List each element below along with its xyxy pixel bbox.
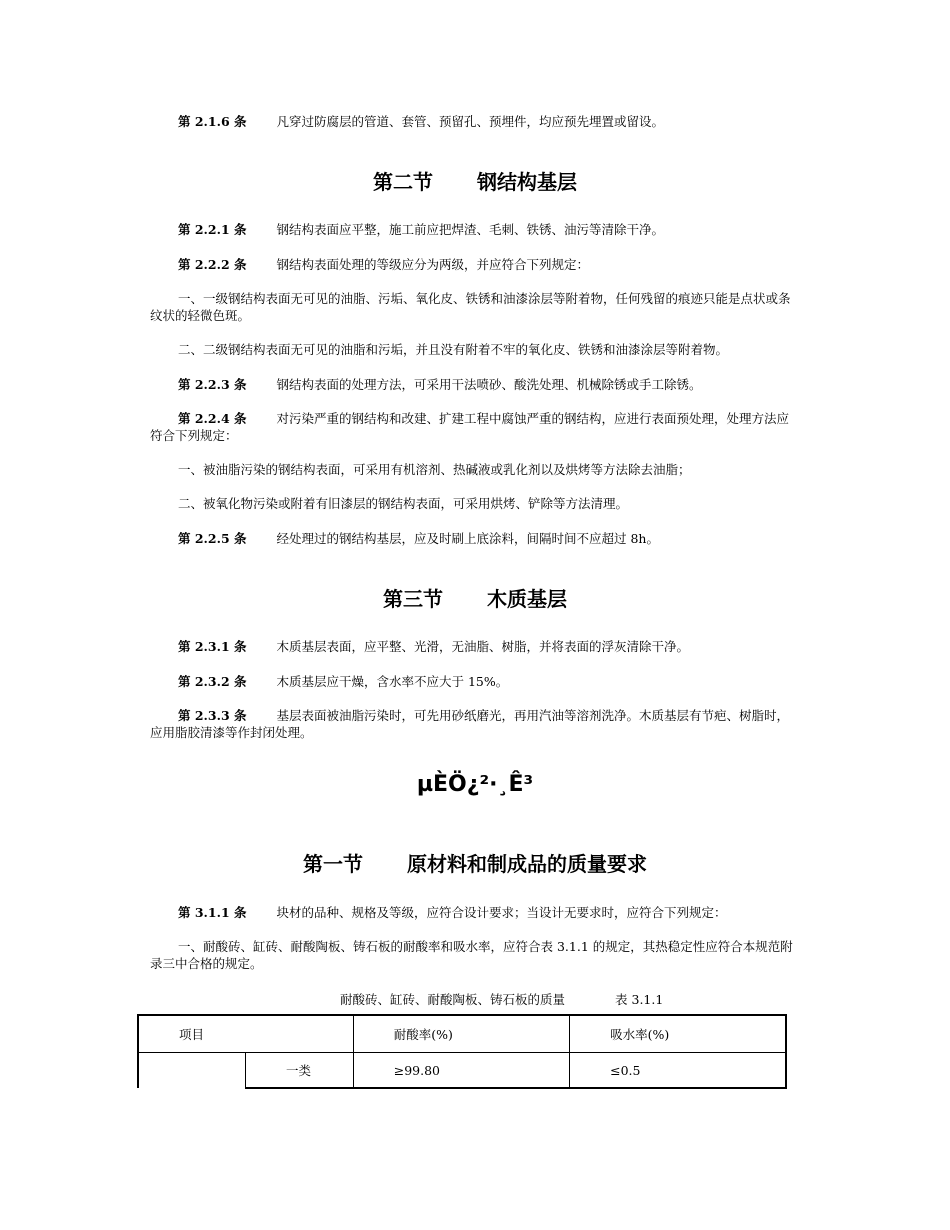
table-header-cell: 项目 — [138, 1015, 353, 1053]
clause-2-3-1 — [150, 638, 800, 655]
section-label: 第一节 — [303, 852, 363, 876]
clause-2-2-1 — [150, 221, 800, 238]
clause-item: 一、被油脂污染的钢结构表面，可采用有机溶剂、热碱液或乳化剂以及烘烤等方法除去油脂； — [178, 462, 691, 477]
quality-table — [137, 1014, 787, 1089]
clause-number: 第 2.2.3 条 — [178, 377, 247, 392]
clause-number: 第 3.1.1 条 — [178, 905, 247, 920]
section-heading-2-2 — [0, 166, 950, 195]
table-row — [138, 1053, 786, 1089]
clause-2-3-3 — [150, 707, 800, 741]
table-cell: ≥99.80 — [353, 1053, 569, 1089]
clause-2-2-4 — [150, 410, 800, 444]
section-title: 钢结构基层 — [477, 170, 577, 194]
clause-2-2-3 — [150, 376, 800, 393]
clause-number: 第 2.2.2 条 — [178, 257, 247, 272]
clause-item: 一、耐酸砖、缸砖、耐酸陶板、铸石板的耐酸率和吸水率，应符合表 3.1.1 的规定，其热稳定性应符合本规范附录三中合格的规定。 — [150, 939, 793, 971]
clause-2-3-2 — [150, 673, 800, 690]
section-label: 第二节 — [373, 170, 433, 194]
clause-text: 钢结构表面应平整，施工前应把焊渣、毛刺、铁锈、油污等清除干净。 — [276, 222, 665, 237]
clause-number: 第 2.2.5 条 — [178, 531, 247, 546]
clause-text: 块材的品种、规格及等级，应符合设计要求；当设计无要求时，应符合下列规定： — [276, 905, 727, 920]
table-caption-number: 表 3.1.1 — [615, 992, 664, 1007]
table-header-row — [138, 1015, 786, 1053]
clause-number: 第 2.1.6 条 — [178, 114, 247, 129]
clause-text: 木质基层表面，应平整、光滑，无油脂、树脂，并将表面的浮灰清除干净。 — [276, 639, 690, 654]
section-title: 木质基层 — [487, 587, 567, 611]
clause-text: 经处理过的钢结构基层，应及时刷上底涂料，间隔时间不应超过 8h。 — [276, 531, 659, 546]
clause-2-2-2 — [150, 256, 800, 273]
clause-number: 第 2.2.4 条 — [178, 411, 247, 426]
section-heading-2-3 — [0, 583, 950, 612]
clause-text: 对污染严重的钢结构和改建、扩建工程中腐蚀严重的钢结构，应进行表面预处理，处理方法应符合下列规定： — [150, 411, 790, 443]
clause-3-1-1 — [150, 904, 800, 921]
clause-2-2-5 — [150, 530, 800, 547]
table-header-cell: 耐酸率(%) — [353, 1015, 569, 1053]
clause-text: 基层表面被油脂污染时，可先用砂纸磨光，再用汽油等溶剂洗净。木质基层有节疤、树脂时，应用脂胶清漆等作封闭处理。 — [150, 708, 790, 740]
clause-item: 二、二级钢结构表面无可见的油脂和污垢，并且没有附着不牢的氧化皮、铁锈和油漆涂层等附着物。 — [178, 342, 729, 357]
clause-text: 钢结构表面的处理方法，可采用干法喷砂、酸洗处理、机械除锈或手工除锈。 — [276, 377, 702, 392]
table-caption-title: 耐酸砖、缸砖、耐酸陶板、铸石板的质量 — [340, 992, 566, 1007]
clause-item: 一、一级钢结构表面无可见的油脂、污垢、氧化皮、铁锈和油漆涂层等附着物，任何残留的痕迹只能是点状或条纹状的轻微色斑。 — [150, 291, 791, 323]
table-header-cell: 吸水率(%) — [570, 1015, 786, 1053]
table-caption — [340, 990, 663, 1008]
table-cell-empty — [138, 1053, 246, 1089]
clause-item: 二、被氧化物污染或附着有旧漆层的钢结构表面，可采用烘烤、铲除等方法清理。 — [178, 496, 629, 511]
section-heading-3-1 — [0, 848, 950, 877]
clause-number: 第 2.2.1 条 — [178, 222, 247, 237]
clause-number: 第 2.3.3 条 — [178, 708, 247, 723]
clause-2-1-6 — [150, 113, 800, 130]
chapter-heading: µÈÖ¿²·¸Ê³ — [416, 772, 534, 797]
clause-text: 钢结构表面处理的等级应分为两级，并应符合下列规定： — [276, 257, 590, 272]
table-cell: 一类 — [246, 1053, 354, 1089]
section-title: 原材料和制成品的质量要求 — [407, 852, 647, 876]
section-label: 第三节 — [383, 587, 443, 611]
clause-text: 凡穿过防腐层的管道、套管、预留孔、预埋件，均应预先埋置或留设。 — [276, 114, 665, 129]
table-cell: ≤0.5 — [570, 1053, 786, 1089]
clause-number: 第 2.3.1 条 — [178, 639, 247, 654]
clause-number: 第 2.3.2 条 — [178, 674, 247, 689]
clause-text: 木质基层应干燥，含水率不应大于 15%。 — [276, 674, 509, 689]
